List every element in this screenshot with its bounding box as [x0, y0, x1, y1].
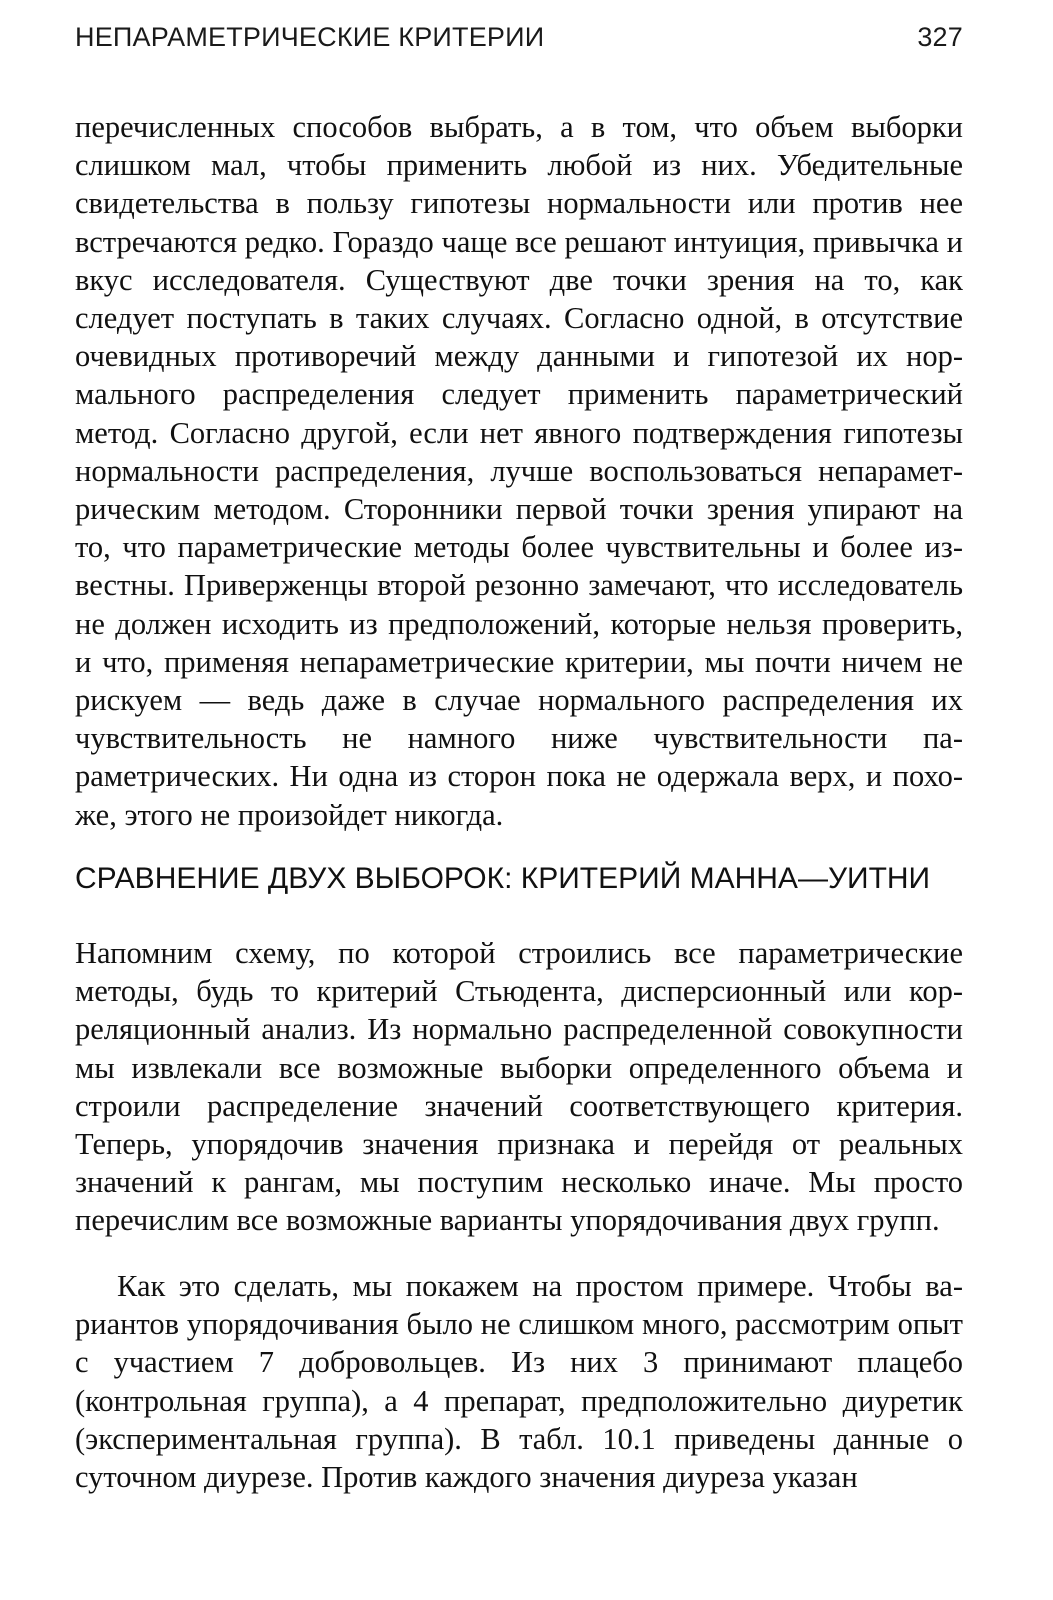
- paragraph-example: Как это сделать, мы покажем на простом примере. Чтобы вариантов упорядочивания было не слишком много, рассмотрим опыт с участием 7 добровольцев. Из них 3 принимают плацебо (контрольная группа), а 4 препарат, предположительно диуретик (экспериментальная группа). В табл. 10.1 приведены данные о суточном диурезе. Против каждого значения диуреза указан: [75, 1269, 963, 1495]
- page-number: 327: [917, 22, 963, 52]
- section-heading: СРАВНЕНИЕ ДВУХ ВЫБОРОК: КРИТЕРИЙ МАННА—УИТНИ: [75, 862, 931, 895]
- running-header: [75, 22, 963, 58]
- running-title: НЕПАРАМЕТРИЧЕСКИЕ КРИТЕРИИ: [75, 22, 545, 52]
- paragraph-continued: перечисленных способов выбрать, а в том, что объем выборки слишком мал, чтобы применить любой из них. Убедительные свидетельства в пользу гипотезы нормальности или против нее встречаются редко. Гораздо чаще все решают интуиция, привычка и вкус исследователя. Существуют две точки зрения на то, как следует поступать в таких случаях. Согласно одной, в отсутствие очевидных противоречий между данными и гипотезой их нормального распределения следует применить параметрический метод. Согласно другой, если нет явного подтверждения гипотезы нормальности распределения, лучше воспользоваться непараметрическим методом. Сторонники первой точки зрения упирают на то, что параметрические методы более чувствительны и более известны. Приверженцы второй резонно замечают, что исследователь не должен исходить из предположений, которые нельзя проверить, и что, применяя непараметрические критерии, мы почти ничем не рискуем — ведь даже в случае нормального распределения их чувствительность не намного ниже чувствительности параметрических. Ни одна из сторон пока не одержала верх, и похоже, этого не произойдет никогда.: [75, 110, 963, 832]
- paragraph-intro: Напомним схему, по которой строились все параметрические методы, будь то критерий Стьюдента, дисперсионный или корреляционный анализ. Из нормально распределенной совокупности мы извлекали все возможные выборки определенного объема и строили распределение значений соответствующего критерия. Теперь, упорядочив значения признака и перейдя от реальных значений к рангам, мы поступим несколько иначе. Мы просто перечислим все возможные варианты упорядочивания двух групп.: [75, 936, 963, 1238]
